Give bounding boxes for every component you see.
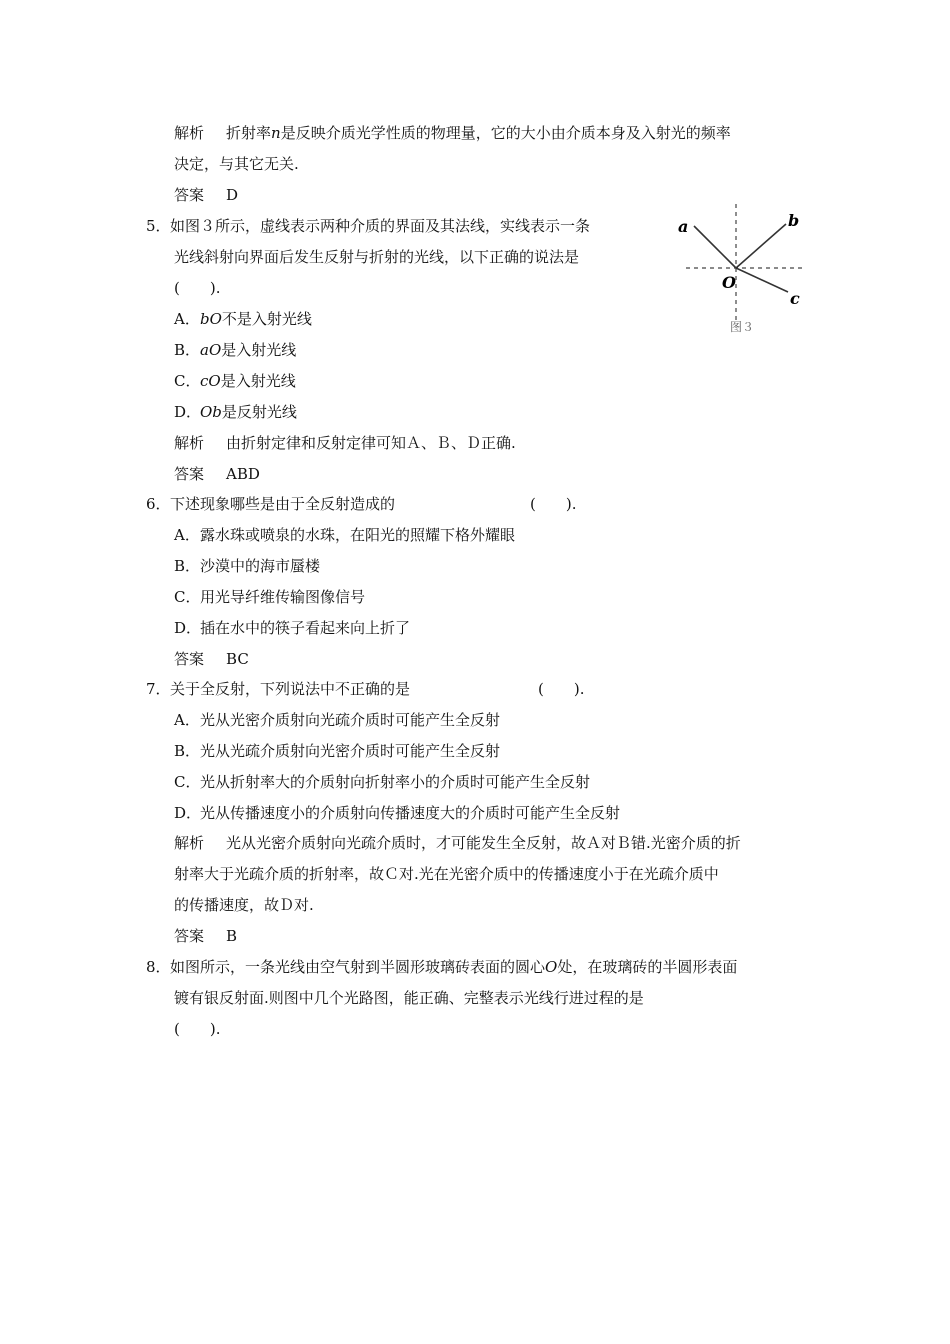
q6-option-d: D．插在水中的筷子看起来向上折了	[174, 619, 411, 637]
ray-c	[736, 268, 788, 292]
q7-analysis-line3: 的传播速度，故Ｄ对.	[174, 896, 314, 914]
q7-answer-paren: ( ).	[538, 680, 585, 698]
label-b: b	[788, 211, 800, 230]
q7-answer	[174, 926, 237, 946]
question-number: 8．	[146, 958, 171, 976]
analysis-label: 解析	[174, 834, 205, 852]
answer-label: 答案	[174, 927, 205, 945]
q6-answer	[174, 649, 249, 669]
q4-analysis-line2: 决定，与其它无关.	[174, 155, 299, 173]
label-a: a	[678, 217, 689, 236]
answer-value: BC	[226, 650, 249, 668]
q7-analysis-line2: 射率大于光疏介质的折射率，故Ｃ对.光在光密介质中的传播速度小于在光疏介质中	[174, 865, 719, 883]
q7-stem: 7．关于全反射，下列说法中不正确的是	[146, 680, 411, 698]
q7-analysis: 解析 光从光密介质射向光疏介质时，才可能发生全反射，故Ａ对Ｂ错.光密介质的折	[174, 834, 741, 852]
q5-analysis: 解析 由折射定律和反射定律可知Ａ、Ｂ、Ｄ正确.	[174, 434, 516, 452]
q5-option-a: A．bO不是入射光线	[174, 310, 312, 328]
answer-label: 答案	[174, 650, 205, 668]
question-number: 5．	[146, 217, 171, 235]
label-o: O	[722, 273, 736, 292]
q4-analysis: 解析 折射率n是反映介质光学性质的物理量，它的大小由介质本身及入射光的频率	[174, 124, 731, 142]
q5-stem: 5．如图３所示，虚线表示两种介质的界面及其法线，实线表示一条	[146, 217, 591, 235]
label-c: c	[790, 289, 800, 308]
refraction-diagram	[672, 200, 812, 335]
q6-option-a: A．露水珠或喷泉的水珠，在阳光的照耀下格外耀眼	[174, 526, 516, 544]
q5-stem-line2: 光线斜射向界面后发生反射与折射的光线，以下正确的说法是	[174, 248, 580, 266]
analysis-label: 解析	[174, 434, 205, 452]
answer-value: D	[226, 186, 239, 204]
q6-stem: 6．下述现象哪些是由于全反射造成的	[146, 495, 396, 513]
q5-figure	[672, 200, 812, 335]
q4-answer	[174, 185, 238, 205]
q5-option-d: D．Ob是反射光线	[174, 403, 297, 421]
ray-a	[694, 226, 736, 268]
q5-option-b: B．aO是入射光线	[174, 341, 297, 359]
answer-label: 答案	[174, 465, 205, 483]
question-number: 7．	[146, 680, 171, 698]
q6-option-b: B．沙漠中的海市蜃楼	[174, 557, 321, 575]
answer-value: B	[226, 927, 238, 945]
figure-caption: 图３	[730, 320, 755, 334]
analysis-label: 解析	[174, 124, 205, 142]
ray-b	[736, 224, 786, 268]
q8-stem-line2: 镀有银反射面.则图中几个光路图，能正确、完整表示光线行进过程的是	[174, 989, 644, 1007]
q7-option-c: C．光从折射率大的介质射向折射率小的介质时可能产生全反射	[174, 773, 591, 791]
answer-label: 答案	[174, 186, 205, 204]
q8-stem: 8．如图所示，一条光线由空气射到半圆形玻璃砖表面的圆心O处，在玻璃砖的半圆形表面	[146, 958, 738, 976]
q5-answer-paren: ( ).	[174, 279, 221, 297]
q5-answer	[174, 464, 260, 484]
q7-option-b: B．光从光疏介质射向光密介质时可能产生全反射	[174, 742, 501, 760]
q6-option-c: C．用光导纤维传输图像信号	[174, 588, 366, 606]
question-number: 6．	[146, 495, 171, 513]
q6-answer-paren: ( ).	[530, 495, 577, 513]
q5-option-c: C．cO是入射光线	[174, 372, 296, 390]
answer-value: ABD	[226, 465, 260, 483]
q7-option-d: D．光从传播速度小的介质射向传播速度大的介质时可能产生全反射	[174, 804, 621, 822]
q7-option-a: A．光从光密介质射向光疏介质时可能产生全反射	[174, 711, 501, 729]
q8-answer-paren: ( ).	[174, 1020, 221, 1038]
